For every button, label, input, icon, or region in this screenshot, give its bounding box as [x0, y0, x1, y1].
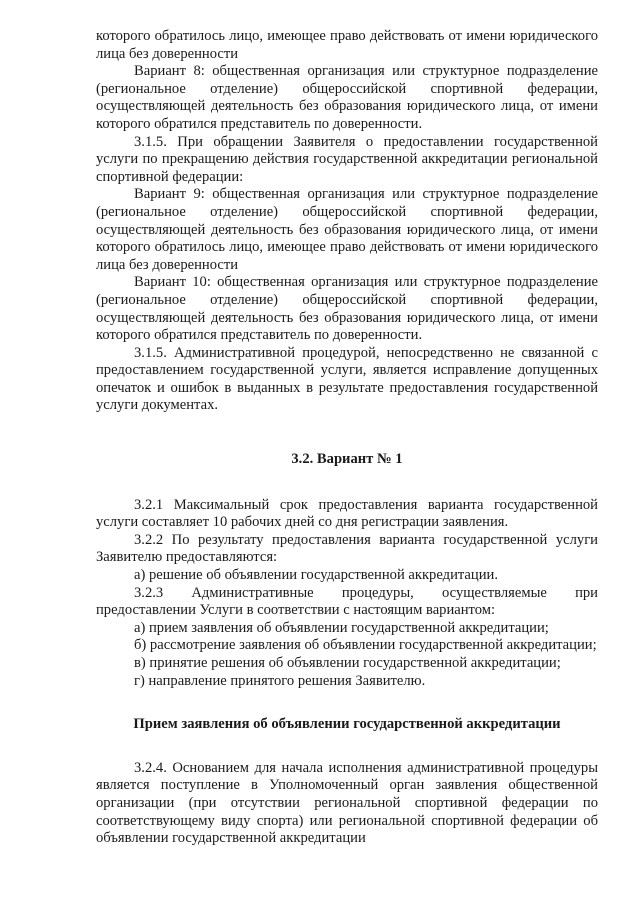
list-item-procedure-a: а) прием заявления об объявлении государственной аккредитации; [134, 619, 549, 636]
list-item-result-a: а) решение об объявлении государственной аккредитации. [134, 567, 498, 584]
paragraph-3-2-2: 3.2.2 По результату предоставления варианта государственной услуги Заявителю предоставляются: [96, 531, 598, 566]
list-item-procedure-b: б) рассмотрение заявления об объявлении государственной аккредитации; [134, 637, 597, 654]
document-page [96, 28, 598, 848]
paragraph-variant-10: Вариант 10: общественная организация или структурное подразделение (региональное отделение) общероссийской спортивной федерации, осуществляющей деятельность без образования юридического лица, от имени которого обратился представитель по доверенности. [96, 274, 598, 344]
section-heading: 3.2. Вариант № 1 [291, 451, 403, 468]
paragraph-3-2-3: 3.2.3 Административные процедуры, осуществляемые при предоставлении Услуги в соответствии с настоящим вариантом: [96, 584, 598, 619]
paragraph-3-1-5-corrections: 3.1.5. Административной процедурой, непосредственно не связанной с предоставлением государственной услуги, является исправление допущенных опечаток и ошибок в выданных в результате предоставления государственной услуги документах. [96, 344, 598, 414]
paragraph-3-2-4: 3.2.4. Основанием для начала исполнения административной процедуры является поступление в Уполномоченный орган заявления общественной организации (при отсутствии региональной спортивной федерации по соответствующему виду спорта) или региональной спортивной федерации об объявлении государственной аккредитации [96, 759, 598, 847]
paragraph-3-1-5-termination: 3.1.5. При обращении Заявителя о предоставлении государственной услуги по прекращению действия государственной аккредитации региональной спортивной федерации: [96, 133, 598, 185]
list-item-procedure-d: г) направление принятого решения Заявителю. [134, 672, 426, 689]
paragraph-variant-8: Вариант 8: общественная организация или структурное подразделение (региональное отделение) общероссийской спортивной федерации, осуществляющей деятельность без образования юридического лица, от имени которого обратился представитель по доверенности. [96, 63, 598, 132]
paragraph-continuation: которого обратилось лицо, имеющее право действовать от имени юридического лица без доверенности [96, 28, 598, 62]
paragraph-3-2-1: 3.2.1 Максимальный срок предоставления варианта государственной услуги составляет 10 рабочих дней со дня регистрации заявления. [96, 496, 598, 531]
subsection-heading: Прием заявления об объявлении государственной аккредитации [133, 716, 561, 733]
list-item-procedure-c: в) принятие решения об объявлении государственной аккредитации; [134, 655, 561, 671]
paragraph-variant-9: Вариант 9: общественная организация или структурное подразделение (региональное отделение) общероссийской спортивной федерации, осуществляющей деятельность без образования юридического лица, от имени которого обратилось лицо, имеющее право действовать от имени юридического лица без доверенности [96, 186, 598, 273]
